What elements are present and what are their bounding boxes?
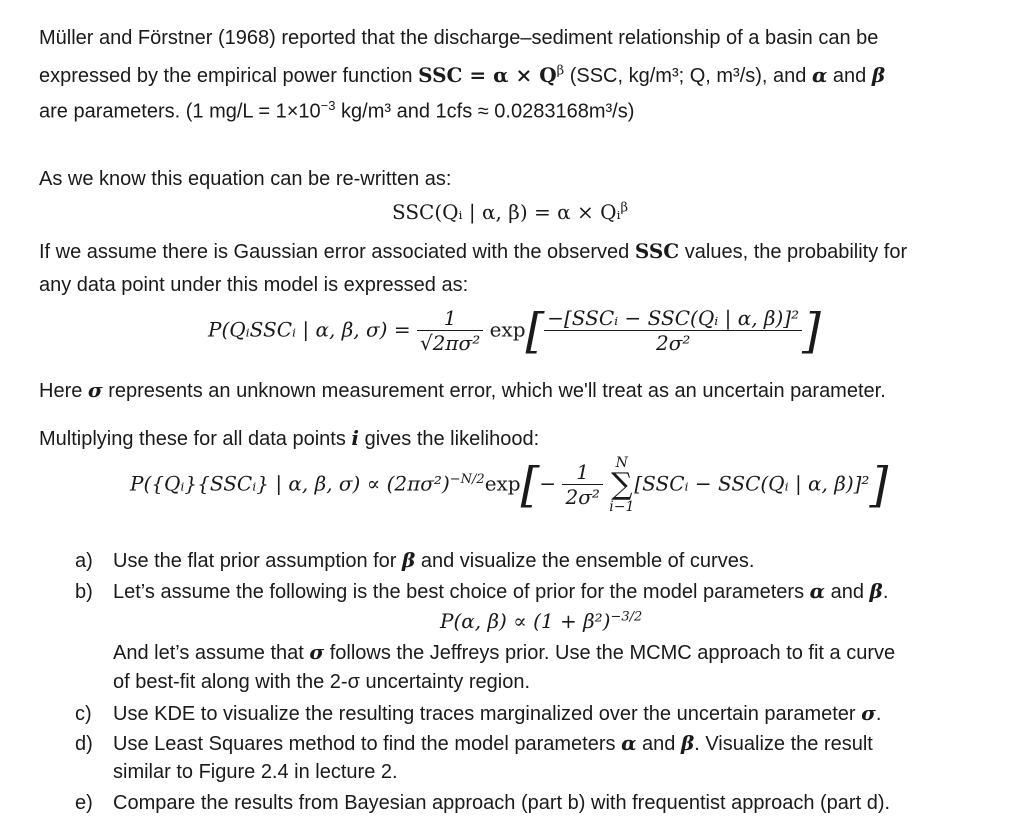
summation-symbol: N ∑ i−1 [609,455,635,515]
list-item-a: a) Use the flat prior assumption for β and visualize the ensemble of curves. [75,548,755,572]
gaussian-probability-equation: P(QᵢSSCᵢ | α, β, σ) = $\frac{1}{\text{√2πσ²}}$ exp[ $\frac{\text{−[SSCᵢ − SSC(Qᵢ | α, β)]²}}{\text{2σ²}}$ ] [208,303,821,359]
power-function-formula: SSC = α × Q [418,63,557,87]
list-item-d-cont: similar to Figure 2.4 in lecture 2. [113,761,398,783]
gaussian-line-2: any data point under this model is expressed as: [39,274,469,296]
rewrite-text: As we know this equation can be re-written as: [39,168,452,190]
list-item-d: d) Use Least Squares method to find the model parameters α and β. Visualize the result [75,731,873,755]
list-item-c: c) Use KDE to visualize the resulting traces marginalized over the uncertain parameter σ. [75,701,882,725]
rewrite-equation: SSC(Qᵢ | α, β) = α × Qᵢ$^\beta$ [392,200,629,224]
left-bracket: [ [525,303,545,359]
likelihood-equation: P({Qᵢ}{SSCᵢ} | α, β, $\sigma) \propto (2\pi\sigma^2)^{-N/2}\exp[-$ $\frac{1}{\text{2σ²}}$ N ∑ i−1 [SSCᵢ − SSC(Qᵢ | α, β)]²] [130,455,889,515]
prior-equation: P(α, $\beta) \propto (1 + \beta^2)^{-3/2}$ [440,609,643,633]
likelihood-text: Multiplying these for all data points i gives the likelihood: [39,426,540,450]
list-item-b-cont-2: of best-fit along with the 2-σ uncertainty region. [113,671,531,693]
intro-line-1: Müller and Förstner (1968) reported that the discharge–sediment relationship of a basin can be [39,27,879,49]
gaussian-exponent-fraction: $\frac{\text{−[SSCᵢ − SSC(Qᵢ | α, β)]²}}{\text{2σ²}}$ [544,306,802,356]
intro-line-3: are parameters. (1 $mg/L = 1\times 10^{-3}$ kg/m³ and 1cfs ≈ 0.0283168m³/s) [39,98,635,123]
sigma-note: Here σ represents an unknown measurement error, which we'll treat as an uncertain parameter. [39,378,886,402]
list-item-b: b) Let’s assume the following is the best choice of prior for the model parameters α and β. [75,579,889,603]
list-item-b-cont-1: And let’s assume that σ follows the Jeffreys prior. Use the MCMC approach to fit a curve [113,640,896,664]
list-item-e: e) Compare the results from Bayesian approach (part b) with frequentist approach (part d). [75,792,891,814]
right-bracket: ] [802,303,821,359]
gaussian-line-1: If we assume there is Gaussian error associated with the observed SSC values, the probability for [39,239,908,263]
intro-line-2: expressed by the empirical power function SSC = $\alpha \times Q^\beta$ (SSC, kg/m³; Q, m³/s), and α and β [39,63,886,87]
gaussian-norm-fraction: $\frac{1}{\text{√2πσ²}}$ [417,306,483,356]
likelihood-fraction: $\frac{1}{\text{2σ²}}$ [562,460,602,510]
